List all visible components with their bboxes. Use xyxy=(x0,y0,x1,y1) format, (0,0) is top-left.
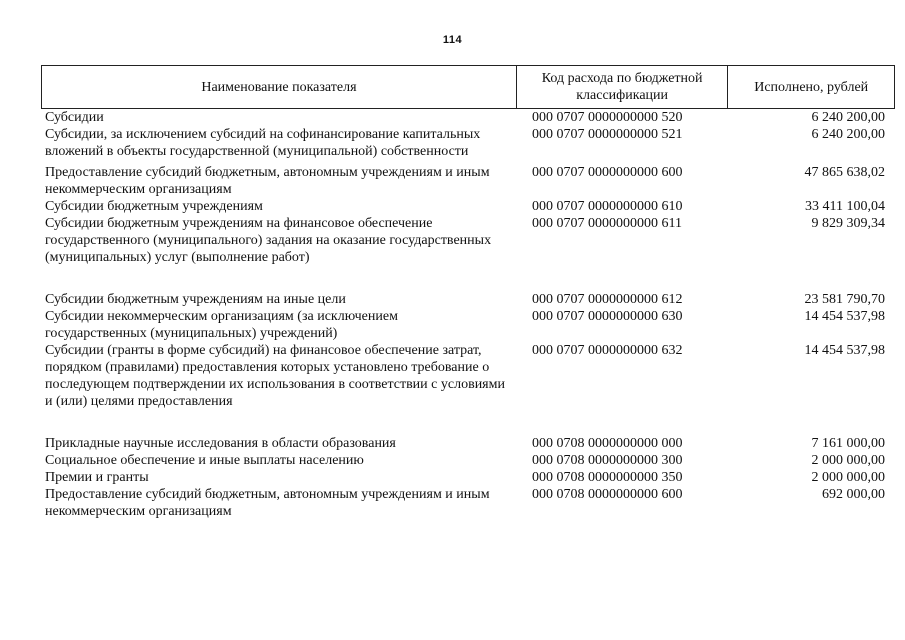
row-code: 000 0708 0000000000 350 xyxy=(532,470,683,485)
row-value: 33 411 100,04 xyxy=(805,199,885,214)
row-name: Социальное обеспечение и иные выплаты населению xyxy=(45,453,364,468)
table-row xyxy=(41,435,895,452)
row-value: 14 454 537,98 xyxy=(804,343,885,358)
table-row xyxy=(41,215,895,266)
row-name: Премии и гранты xyxy=(45,470,149,485)
table-header xyxy=(41,65,895,109)
table-row xyxy=(41,109,895,126)
row-name: Предоставление субсидий бюджетным, автономным учреждениям и иным некоммерческим организациям xyxy=(45,487,490,519)
table-row xyxy=(41,198,895,215)
row-code: 000 0707 0000000000 632 xyxy=(532,343,683,358)
row-name: Субсидии бюджетным учреждениям xyxy=(45,199,263,214)
row-name: Субсидии (гранты в форме субсидий) на финансовое обеспечение затрат, порядком (правилами) предоставления которых установлено требование о последующем подтверждении их использования в соответствии с условиями и (или) целями предоставления xyxy=(45,343,505,409)
row-name: Субсидии бюджетным учреждениям на финансовое обеспечение государственного (муниципального) задания на оказание государственных (муниципальных) услуг (выполнение работ) xyxy=(45,216,492,265)
page-number: 114 xyxy=(442,34,463,46)
row-code: 000 0707 0000000000 630 xyxy=(532,309,683,324)
row-value: 47 865 638,02 xyxy=(804,165,885,180)
header-executed: Исполнено, рублей xyxy=(754,79,869,95)
row-value: 692 000,00 xyxy=(822,487,885,502)
row-code: 000 0707 0000000000 611 xyxy=(532,216,682,231)
budget-table xyxy=(41,65,895,520)
row-name: Субсидии некоммерческим организациям (за исключением государственных (муниципальных) учреждений) xyxy=(45,309,398,341)
row-value: 23 581 790,70 xyxy=(804,292,885,307)
row-code: 000 0707 0000000000 600 xyxy=(532,165,683,180)
row-name: Прикладные научные исследования в области образования xyxy=(45,436,396,451)
table-row xyxy=(41,486,895,520)
row-value: 9 829 309,34 xyxy=(811,216,885,231)
row-value: 14 454 537,98 xyxy=(804,309,885,324)
table-row xyxy=(41,291,895,308)
table-row xyxy=(41,342,895,410)
row-name: Субсидии xyxy=(45,110,104,125)
row-code: 000 0707 0000000000 521 xyxy=(532,127,683,142)
row-value: 2 000 000,00 xyxy=(811,470,885,485)
table-row xyxy=(41,308,895,342)
row-code: 000 0708 0000000000 000 xyxy=(532,436,683,451)
row-value: 7 161 000,00 xyxy=(811,436,885,451)
row-value: 6 240 200,00 xyxy=(811,127,885,142)
row-code: 000 0707 0000000000 520 xyxy=(532,110,683,125)
row-code: 000 0707 0000000000 612 xyxy=(532,292,683,307)
row-code: 000 0707 0000000000 610 xyxy=(532,199,683,214)
row-name: Субсидии бюджетным учреждениям на иные цели xyxy=(45,292,346,307)
table-row xyxy=(41,164,895,198)
table-row xyxy=(41,126,895,160)
table-row xyxy=(41,469,895,486)
header-name: Наименование показателя xyxy=(42,66,517,108)
row-name: Предоставление субсидий бюджетным, автономным учреждениям и иным некоммерческим организациям xyxy=(45,165,490,197)
row-code: 000 0708 0000000000 300 xyxy=(532,453,683,468)
row-value: 6 240 200,00 xyxy=(811,110,885,125)
table-row xyxy=(41,452,895,469)
row-value: 2 000 000,00 xyxy=(811,453,885,468)
row-name: Субсидии, за исключением субсидий на софинансирование капитальных вложений в объекты государственной (муниципальной) собственности xyxy=(45,127,481,159)
row-code: 000 0708 0000000000 600 xyxy=(532,487,683,502)
header-code: Код расхода по бюджетной классификации xyxy=(517,66,729,108)
